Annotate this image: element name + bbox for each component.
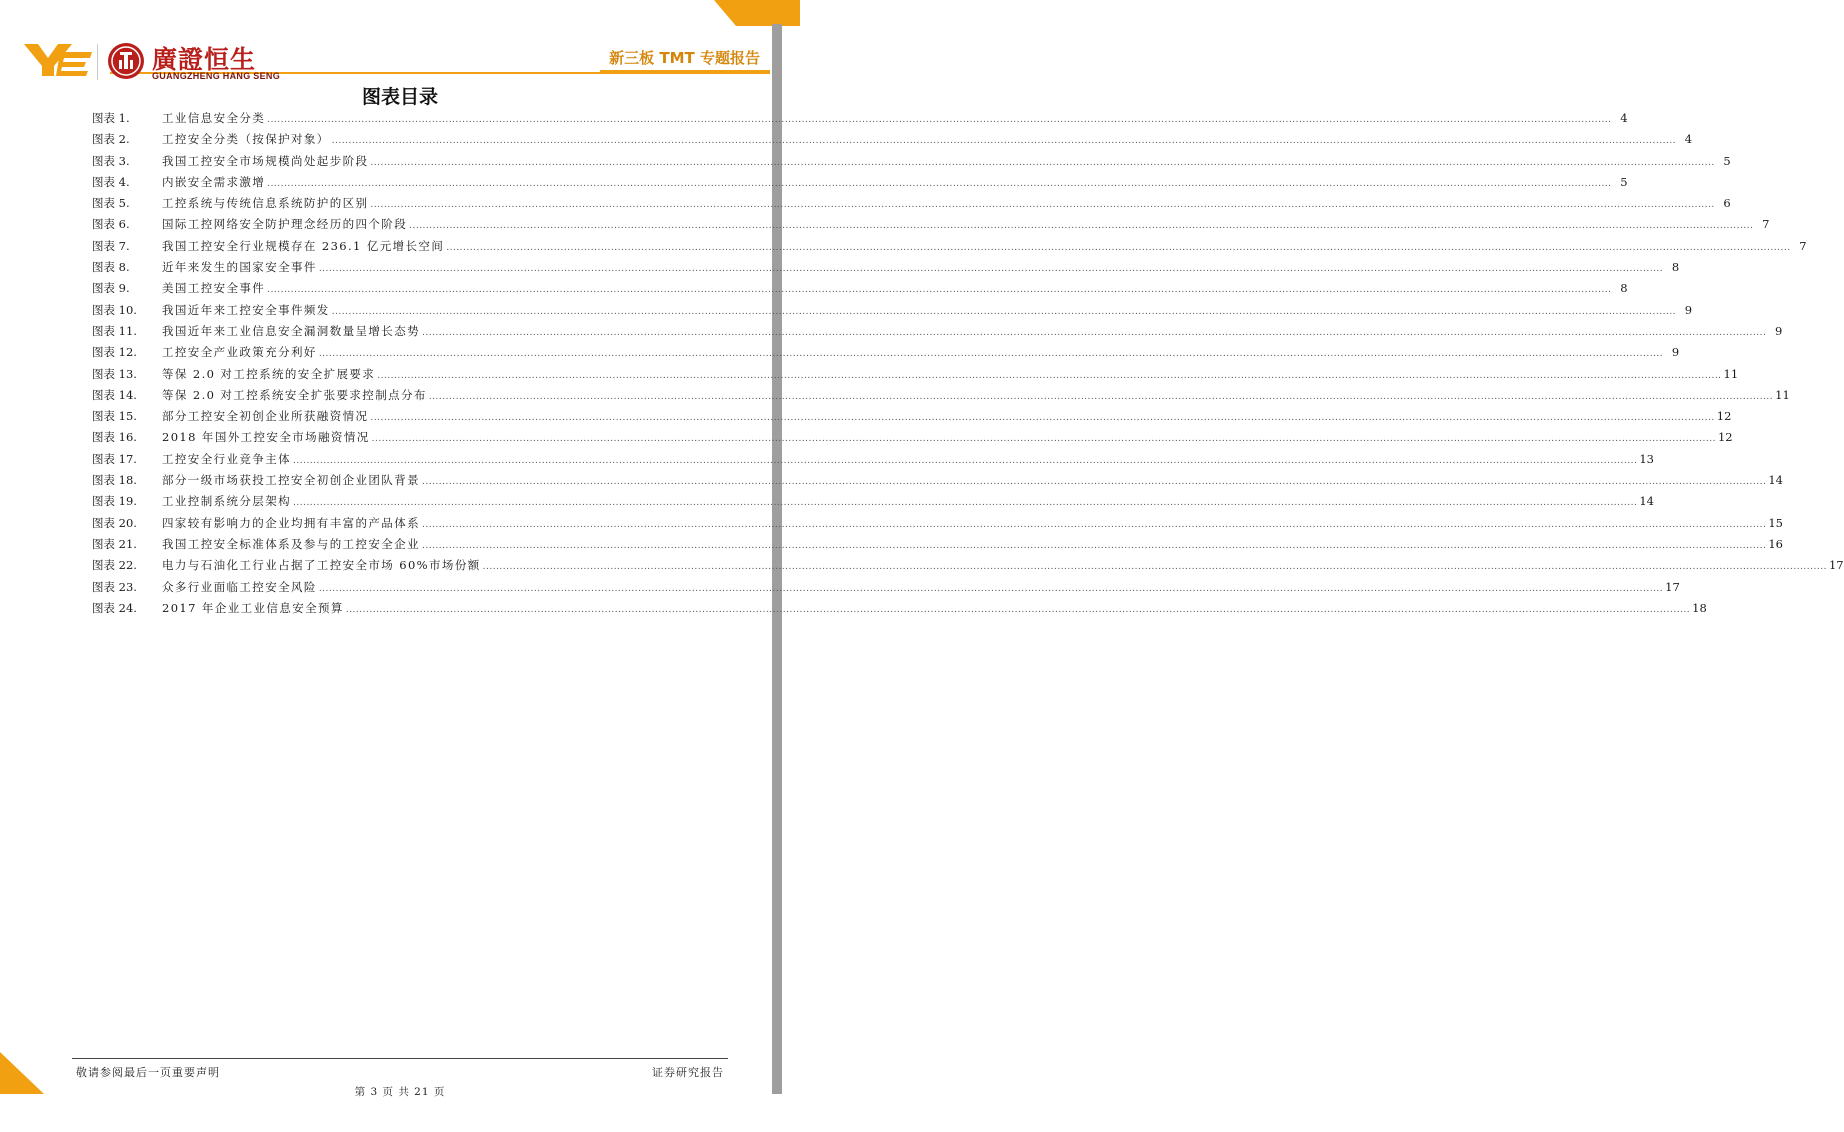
toc-entry[interactable]	[92, 302, 1693, 323]
toc-leader-dots: ................................................................................................................................................................................................................................................................................................................................................................................................................	[345, 604, 1691, 615]
toc-entry[interactable]	[92, 238, 1807, 259]
toc-entry[interactable]	[92, 536, 1783, 557]
toc-leader-dots: ................................................................................................................................................................................................................................................................................................................................................................................................................	[318, 349, 1664, 360]
toc-entry-page: 11	[1723, 366, 1739, 381]
toc-entry-title: 国际工控网络安全防护理念经历的四个阶段	[162, 217, 408, 232]
toc-entry-title: 等保 2.0 对工控系统安全扩张要求控制点分布	[162, 387, 427, 402]
corner-decoration-bottom	[0, 1052, 44, 1094]
table-of-figures	[92, 110, 1844, 621]
toc-leader-dots: ................................................................................................................................................................................................................................................................................................................................................................................................................	[422, 327, 1767, 338]
toc-entry-title: 我国近年来工控安全事件频发	[162, 302, 330, 317]
toc-entry-page: 16	[1768, 536, 1783, 551]
toc-entry[interactable]	[92, 472, 1783, 493]
page-number: 第 3 页 共 21 页	[354, 1086, 446, 1098]
toc-entry-number: 图表 22.	[92, 558, 137, 573]
toc-entry-number: 图表 4.	[92, 174, 130, 189]
toc-leader-dots: ................................................................................................................................................................................................................................................................................................................................................................................................................	[370, 200, 1715, 211]
toc-entry-page: 9	[1671, 345, 1680, 360]
toc-leader-dots: ................................................................................................................................................................................................................................................................................................................................................................................................................	[267, 115, 1612, 125]
toc-entry[interactable]	[92, 600, 1707, 621]
toc-leader-dots: ................................................................................................................................................................................................................................................................................................................................................................................................................	[409, 221, 1754, 232]
toc-entry-title: 工业信息安全分类	[162, 111, 266, 125]
toc-entry-page: 18	[1692, 600, 1707, 615]
page-title: 图表目录	[361, 86, 438, 108]
toc-entry[interactable]	[92, 110, 1628, 131]
toc-entry-title: 工控安全分类（按保护对象）	[162, 132, 330, 147]
toc-entry-number: 图表 15.	[92, 409, 137, 424]
toc-entry[interactable]	[92, 387, 1790, 408]
toc-entry-number: 图表 10.	[92, 302, 137, 317]
toc-entry[interactable]	[92, 323, 1783, 344]
toc-entry[interactable]	[92, 216, 1770, 237]
toc-leader-dots: ................................................................................................................................................................................................................................................................................................................................................................................................................	[428, 391, 1774, 402]
toc-entry[interactable]	[92, 153, 1731, 174]
toc-entry-page: 17	[1665, 579, 1680, 594]
toc-leader-dots: ................................................................................................................................................................................................................................................................................................................................................................................................................	[267, 178, 1612, 189]
toc-entry-number: 图表 11.	[92, 323, 137, 338]
toc-entry[interactable]	[92, 280, 1628, 301]
toc-entry-page: 5	[1723, 153, 1731, 168]
toc-entry-number: 图表 20.	[92, 515, 137, 530]
toc-entry-title: 电力与石油化工行业占据了工控安全市场 60%市场份额	[162, 558, 481, 573]
toc-leader-dots: ................................................................................................................................................................................................................................................................................................................................................................................................................	[331, 136, 1677, 147]
toc-leader-dots: ................................................................................................................................................................................................................................................................................................................................................................................................................	[446, 242, 1791, 253]
brand-name: 廣證恒生	[152, 45, 257, 74]
toc-entry-number: 图表 21.	[92, 536, 137, 551]
toc-entry[interactable]	[92, 515, 1783, 536]
toc-leader-dots: ................................................................................................................................................................................................................................................................................................................................................................................................................	[318, 583, 1664, 594]
toc-entry-number: 图表 17.	[92, 451, 137, 466]
toc-entry-number: 图表 13.	[92, 366, 137, 381]
toc-entry-page: 17	[1828, 558, 1844, 573]
toc-entry-number: 图表 1.	[92, 111, 130, 125]
toc-entry-number: 图表 2.	[92, 132, 130, 147]
toc-leader-dots: ................................................................................................................................................................................................................................................................................................................................................................................................................	[293, 455, 1638, 466]
toc-leader-dots: ................................................................................................................................................................................................................................................................................................................................................................................................................	[293, 498, 1638, 509]
toc-entry-page: 8	[1671, 260, 1680, 275]
toc-leader-dots: ................................................................................................................................................................................................................................................................................................................................................................................................................	[482, 562, 1827, 573]
toc-entry-page: 7	[1762, 217, 1770, 232]
toc-entry-page: 13	[1639, 451, 1654, 466]
toc-entry-number: 图表 16.	[92, 430, 137, 445]
toc-entry[interactable]	[92, 131, 1693, 152]
header-rule-thick	[600, 70, 770, 74]
toc-entry-title: 工控安全行业竞争主体	[162, 451, 291, 466]
toc-entry-title: 工控系统与传统信息系统防护的区别	[162, 196, 369, 211]
toc-entry[interactable]	[92, 451, 1654, 472]
toc-entry-title: 美国工控安全事件	[162, 281, 266, 296]
toc-entry-page: 9	[1775, 323, 1783, 338]
toc-entry-title: 2018 年国外工控安全市场融资情况	[162, 430, 370, 445]
toc-entry-page: 14	[1768, 473, 1783, 488]
toc-entry-number: 图表 24.	[92, 600, 137, 615]
toc-leader-dots: ................................................................................................................................................................................................................................................................................................................................................................................................................	[422, 519, 1767, 530]
toc-entry[interactable]	[92, 195, 1731, 216]
toc-entry-number: 图表 8.	[92, 260, 130, 275]
toc-entry-page: 14	[1639, 494, 1654, 509]
toc-entry-title: 近年来发生的国家安全事件	[162, 260, 317, 275]
toc-entry-title: 部分工控安全初创企业所获融资情况	[162, 409, 369, 424]
toc-entry[interactable]	[92, 493, 1654, 514]
toc-entry-page: 11	[1775, 387, 1790, 402]
toc-entry-number: 图表 19.	[92, 494, 137, 509]
toc-leader-dots: ................................................................................................................................................................................................................................................................................................................................................................................................................	[331, 306, 1677, 317]
toc-entry-title: 众多行业面临工控安全风险	[162, 579, 317, 594]
toc-entry-title: 等保 2.0 对工控系统的安全扩展要求	[162, 366, 376, 381]
toc-entry-number: 图表 9.	[92, 281, 130, 296]
footer-report-kind: 证券研究报告	[652, 1066, 724, 1079]
toc-entry-page: 4	[1684, 132, 1693, 147]
ye-logo-icon	[24, 42, 94, 78]
toc-entry-number: 图表 18.	[92, 473, 137, 488]
toc-entry-title: 内嵌安全需求激增	[162, 174, 266, 189]
toc-entry-number: 图表 14.	[92, 387, 137, 402]
toc-entry-title: 我国工控安全行业规模存在 236.1 亿元增长空间	[162, 238, 445, 253]
toc-leader-dots: ................................................................................................................................................................................................................................................................................................................................................................................................................	[422, 477, 1767, 488]
toc-entry-title: 2017 年企业工业信息安全预算	[162, 600, 344, 615]
toc-entry[interactable]	[92, 429, 1733, 450]
toc-entry-number: 图表 6.	[92, 217, 130, 232]
toc-entry-number: 图表 7.	[92, 238, 130, 253]
toc-entry-page: 12	[1716, 409, 1732, 424]
toc-entry-page: 8	[1620, 281, 1628, 296]
toc-entry-title: 工控安全产业政策充分利好	[162, 345, 317, 360]
toc-entry-page: 4	[1620, 111, 1628, 125]
toc-leader-dots: ................................................................................................................................................................................................................................................................................................................................................................................................................	[370, 413, 1715, 424]
corner-decoration-top	[714, 0, 800, 26]
logo-separator	[97, 44, 98, 80]
toc-entry-title: 我国近年来工业信息安全漏洞数量呈增长态势	[162, 323, 420, 338]
toc-entry[interactable]	[92, 366, 1739, 387]
report-type: 新三板 TMT 专题报告	[609, 49, 760, 67]
footer-rule	[72, 1058, 728, 1059]
toc-leader-dots: ................................................................................................................................................................................................................................................................................................................................................................................................................	[370, 157, 1715, 168]
toc-leader-dots: ................................................................................................................................................................................................................................................................................................................................................................................................................	[318, 264, 1664, 275]
toc-entry-title: 我国工控安全市场规模尚处起步阶段	[162, 153, 369, 168]
toc-entry[interactable]	[92, 174, 1628, 195]
toc-leader-dots: ................................................................................................................................................................................................................................................................................................................................................................................................................	[267, 285, 1612, 296]
toc-entry[interactable]	[92, 344, 1680, 365]
toc-entry[interactable]	[92, 259, 1680, 280]
toc-leader-dots: ................................................................................................................................................................................................................................................................................................................................................................................................................	[377, 370, 1722, 381]
toc-entry-title: 四家较有影响力的企业均拥有丰富的产品体系	[162, 515, 420, 530]
toc-entry-page: 12	[1717, 430, 1733, 445]
toc-entry-title: 部分一级市场获投工控安全初创企业团队背景	[162, 473, 420, 488]
toc-entry[interactable]	[92, 557, 1844, 578]
toc-entry-title: 工业控制系统分层架构	[162, 494, 291, 509]
seal-icon	[107, 42, 145, 80]
toc-entry-title: 我国工控安全标准体系及参与的工控安全企业	[162, 536, 420, 551]
toc-entry-page: 5	[1620, 174, 1628, 189]
footer-disclaimer: 敬请参阅最后一页重要声明	[76, 1066, 220, 1079]
toc-leader-dots: ................................................................................................................................................................................................................................................................................................................................................................................................................	[422, 540, 1767, 551]
toc-entry-number: 图表 5.	[92, 196, 130, 211]
toc-entry[interactable]	[92, 408, 1732, 429]
toc-entry-number: 图表 12.	[92, 345, 137, 360]
toc-entry-number: 图表 3.	[92, 153, 130, 168]
toc-leader-dots: ................................................................................................................................................................................................................................................................................................................................................................................................................	[371, 434, 1716, 445]
toc-entry-page: 15	[1768, 515, 1783, 530]
toc-entry-page: 7	[1799, 238, 1807, 253]
toc-entry[interactable]	[92, 579, 1680, 600]
toc-entry-page: 6	[1723, 196, 1731, 211]
brand-subtitle: GUANGZHENG HANG SENG	[152, 71, 281, 81]
toc-entry-number: 图表 23.	[92, 579, 137, 594]
toc-entry-page: 9	[1684, 302, 1693, 317]
